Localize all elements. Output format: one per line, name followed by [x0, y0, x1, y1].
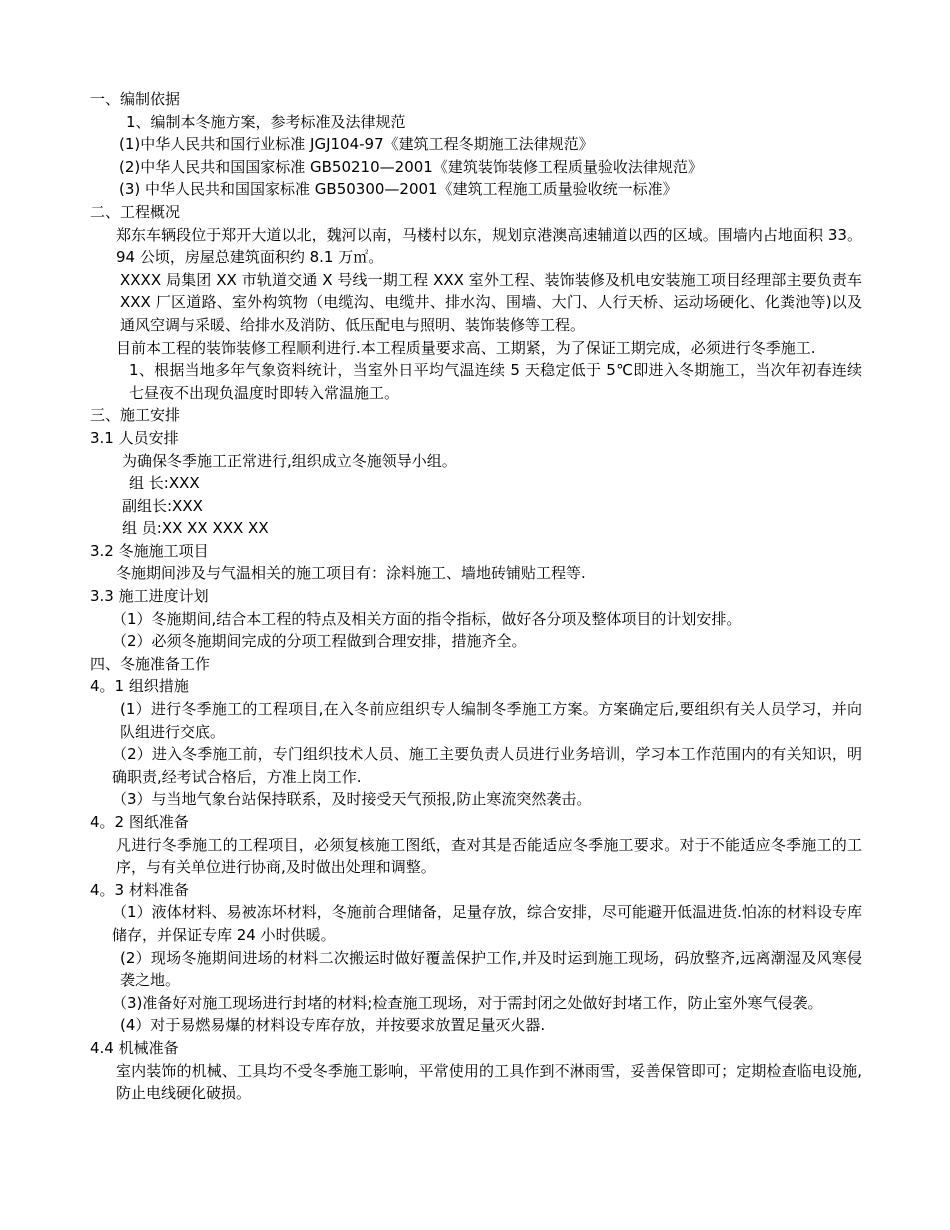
paragraph: 室内装饰的机械、工具均不受冬季施工影响，平常使用的工具作到不淋雨雪，妥善保管即可；定期检查临电设施,防止电线硬化破损。: [116, 1061, 862, 1103]
subheading-4-3: 4。3 材料准备: [90, 880, 189, 899]
reference-item-3: (3) 中华人民共和国国家标准 GB50300—2001《建筑工程施工质量验收统一标准》: [119, 180, 678, 199]
paragraph: (1）进行冬季施工的工程项目,在入冬前应组织专人编制冬季施工方案。方案确定后,要组织有关人员学习，并向队组进行交底。: [120, 700, 862, 741]
paragraph: 郑东车辆段位于郑开大道以北，魏河以南，马楼村以东，规划京港澳高速辅道以西的区域。围墙内占地面积 33。94 公顷，房屋总建筑面积约 8.1 万㎡。: [116, 225, 862, 267]
heading-2: 二、工程概况: [90, 202, 181, 221]
team-deputy: 副组长:XXX: [122, 496, 203, 515]
heading-1: 一、编制依据: [90, 90, 181, 108]
subheading-3-2: 3.2 冬施施工项目: [90, 541, 209, 560]
heading-4: 四、冬施准备工作: [90, 654, 211, 673]
text-line: （3）与当地气象台站保持联系，及时接受天气预报,防止寒流突然袭击。: [112, 790, 592, 809]
text-line: （2）必须冬施期间完成的分项工程做到合理安排，措施齐全。: [112, 632, 527, 651]
text-line: 冬施期间涉及与气温相关的施工项目有：涂料施工、墙地砖铺贴工程等.: [116, 564, 586, 583]
paragraph: XXXX 局集团 XX 市轨道交通 X 号线一期工程 XXX 室外工程、装饰装修及机电安装施工项目经理部主要负责车 XXX 厂区道路、室外构筑物（电缆沟、电缆井、排水沟、围墙、大门、人行天桥、运动场硬化、化粪池等)以及通风空调与采暖、给排水及消防、低压配电与照明、装饰装修等工程。: [120, 270, 862, 334]
reference-item-2: (2)中华人民共和国国家标准 GB50210—2001《建筑装饰装修工程质量验收法律规范》: [119, 157, 703, 176]
text-line: 为确保冬季施工正常进行,组织成立冬施领导小组。: [122, 451, 457, 470]
subheading-4-4: 4.4 机械准备: [90, 1038, 179, 1057]
document-body: [90, 88, 862, 1105]
text-line: (4）对于易燃易爆的材料设专库存放，并按要求放置足量灭火器.: [120, 1016, 546, 1035]
heading-3: 三、施工安排: [90, 406, 181, 425]
paragraph: (2）现场冬施期间进场的材料二次搬运时做好覆盖保护工作,并及时运到施工现场，码放整齐,远离潮湿及风寒侵袭之地。: [120, 948, 862, 990]
text-line: （1）冬施期间,结合本工程的特点及相关方面的指令指标，做好各分项及整体项目的计划安排。: [112, 609, 742, 628]
paragraph: （2）进入冬季施工前，专门组织技术人员、施工主要负责人员进行业务培训，学习本工作范围内的有关知识，明确职责,经考试合格后，方准上岗工作.: [112, 745, 862, 786]
paragraph: （1）液体材料、易被冻坏材料，冬施前合理储备，足量存放，综合安排，尽可能避开低温进货.怕冻的材料设专库储存，并保证专库 24 小时供暖。: [112, 903, 862, 944]
subheading-3-3: 3.3 施工进度计划: [90, 587, 209, 606]
reference-item-1: (1)中华人民共和国行业标准 JGJ104-97《建筑工程冬期施工法律规范》: [119, 135, 594, 154]
paragraph: 1、根据当地多年气象资料统计，当室外日平均气温连续 5 天稳定低于 5℃即进入冬期施工，当次年初春连续七昼夜不出现负温度时即转入常温施工。: [129, 361, 862, 402]
subheading-3-1: 3.1 人员安排: [90, 428, 179, 447]
paragraph: 目前本工程的装饰装修工程顺利进行.本工程质量要求高、工期紧，为了保证工期完成，必须进行冬季施工.: [116, 338, 816, 357]
paragraph: 凡进行冬季施工的工程项目，必须复核施工图纸，查对其是否能适应冬季施工要求。对于不能适应冬季施工的工序，与有关单位进行协商,及时做出处理和调整。: [116, 835, 862, 877]
subheading-4-2: 4。2 图纸准备: [90, 813, 189, 831]
team-members: 组 员:XX XX XXX XX: [122, 519, 269, 538]
team-leader: 组 长:XXX: [129, 474, 200, 493]
paragraph: （3)准备好对施工现场进行封堵的材料;检查施工现场，对于需封闭之处做好封堵工作，防止室外寒气侵袭。: [112, 993, 823, 1012]
subheading-4-1: 4。1 组织措施: [90, 677, 189, 696]
text-line: 1、编制本冬施方案，参考标准及法律规范: [126, 112, 406, 131]
